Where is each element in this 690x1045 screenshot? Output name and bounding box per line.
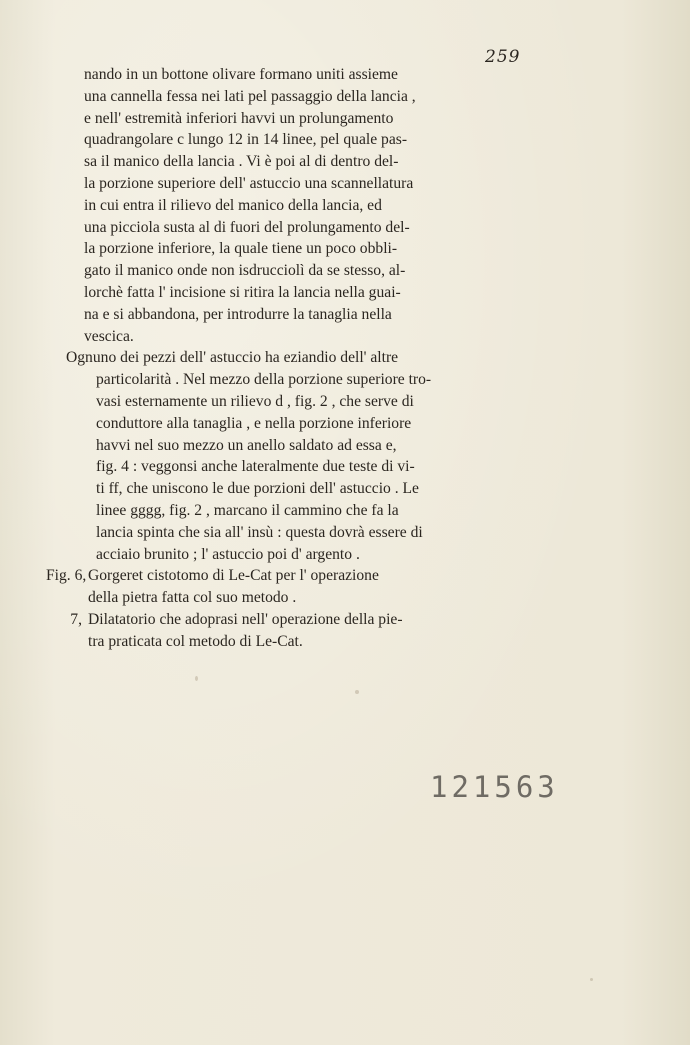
figure-6-label: Fig. 6, bbox=[46, 567, 87, 585]
paper-spot bbox=[355, 690, 359, 694]
text-line: havvi nel suo mezzo un anello saldato ad essa e, bbox=[96, 436, 397, 454]
text-line: sa il manico della lancia . Vi è poi al di dentro del- bbox=[84, 153, 399, 171]
text-line: quadrangolare c lungo 12 in 14 linee, pel quale pas- bbox=[84, 131, 408, 149]
text-line: una picciola susta al di fuori del prolungamento del- bbox=[84, 218, 410, 236]
body-text bbox=[46, 64, 544, 653]
text-line: lancia spinta che sia all' insù : questa dovrà essere di bbox=[96, 523, 423, 541]
page-number: 259 bbox=[485, 47, 521, 67]
figure-6-continuation: della pietra fatta col suo metodo . bbox=[88, 589, 297, 607]
text-line: in cui entra il rilievo del manico della lancia, ed bbox=[84, 196, 382, 214]
text-line: particolarità . Nel mezzo della porzione superiore tro- bbox=[96, 371, 432, 389]
paper-spot bbox=[195, 676, 198, 681]
figure-7-caption bbox=[46, 609, 544, 631]
library-stamp-number: 121563 bbox=[430, 770, 559, 804]
figure-7-label: 7, bbox=[70, 610, 82, 628]
text-line: ti ff, che uniscono le due porzioni dell' astuccio . Le bbox=[96, 480, 419, 498]
text-line: acciaio brunito ; l' astuccio poi d' argento . bbox=[96, 545, 360, 563]
text-line: linee gggg, fig. 2 , marcano il cammino che fa la bbox=[96, 501, 399, 519]
text-line: la porzione superiore dell' astuccio una scannellatura bbox=[84, 174, 414, 192]
text-line: e nell' estremità inferiori havvi un prolungamento bbox=[84, 109, 394, 127]
paper-spot bbox=[590, 978, 593, 981]
text-line: fig. 4 : veggonsi anche lateralmente due teste di vi- bbox=[96, 458, 415, 476]
figure-7-continuation: tra praticata col metodo di Le-Cat. bbox=[88, 632, 303, 650]
text-line: vescica. bbox=[84, 327, 134, 345]
text-line: nando in un bottone olivare formano uniti assieme bbox=[84, 66, 398, 83]
figure-6-caption bbox=[46, 565, 544, 587]
text-line: na e si abbandona, per introdurre la tanaglia nella bbox=[84, 305, 392, 323]
text-line: conduttore alla tanaglia , e nella porzione inferiore bbox=[96, 414, 412, 432]
figure-6-text: Gorgeret cistotomo di Le-Cat per l' operazione bbox=[88, 567, 379, 585]
text-line: gato il manico onde non isdrucciolì da se stesso, al- bbox=[84, 262, 406, 280]
figure-7-text: Dilatatorio che adoprasi nell' operazione della pie- bbox=[88, 610, 403, 628]
text-line: la porzione inferiore, la quale tiene un poco obbli- bbox=[84, 240, 398, 258]
text-line: vasi esternamente un rilievo d , fig. 2 , che serve di bbox=[96, 392, 414, 410]
text-line: una cannella fessa nei lati pel passaggio della lancia , bbox=[84, 87, 416, 105]
text-line: lorchè fatta l' incisione si ritira la lancia nella guai- bbox=[84, 283, 401, 301]
paragraph-start-line: Ognuno dei pezzi dell' astuccio ha eziandio dell' altre bbox=[66, 349, 399, 367]
